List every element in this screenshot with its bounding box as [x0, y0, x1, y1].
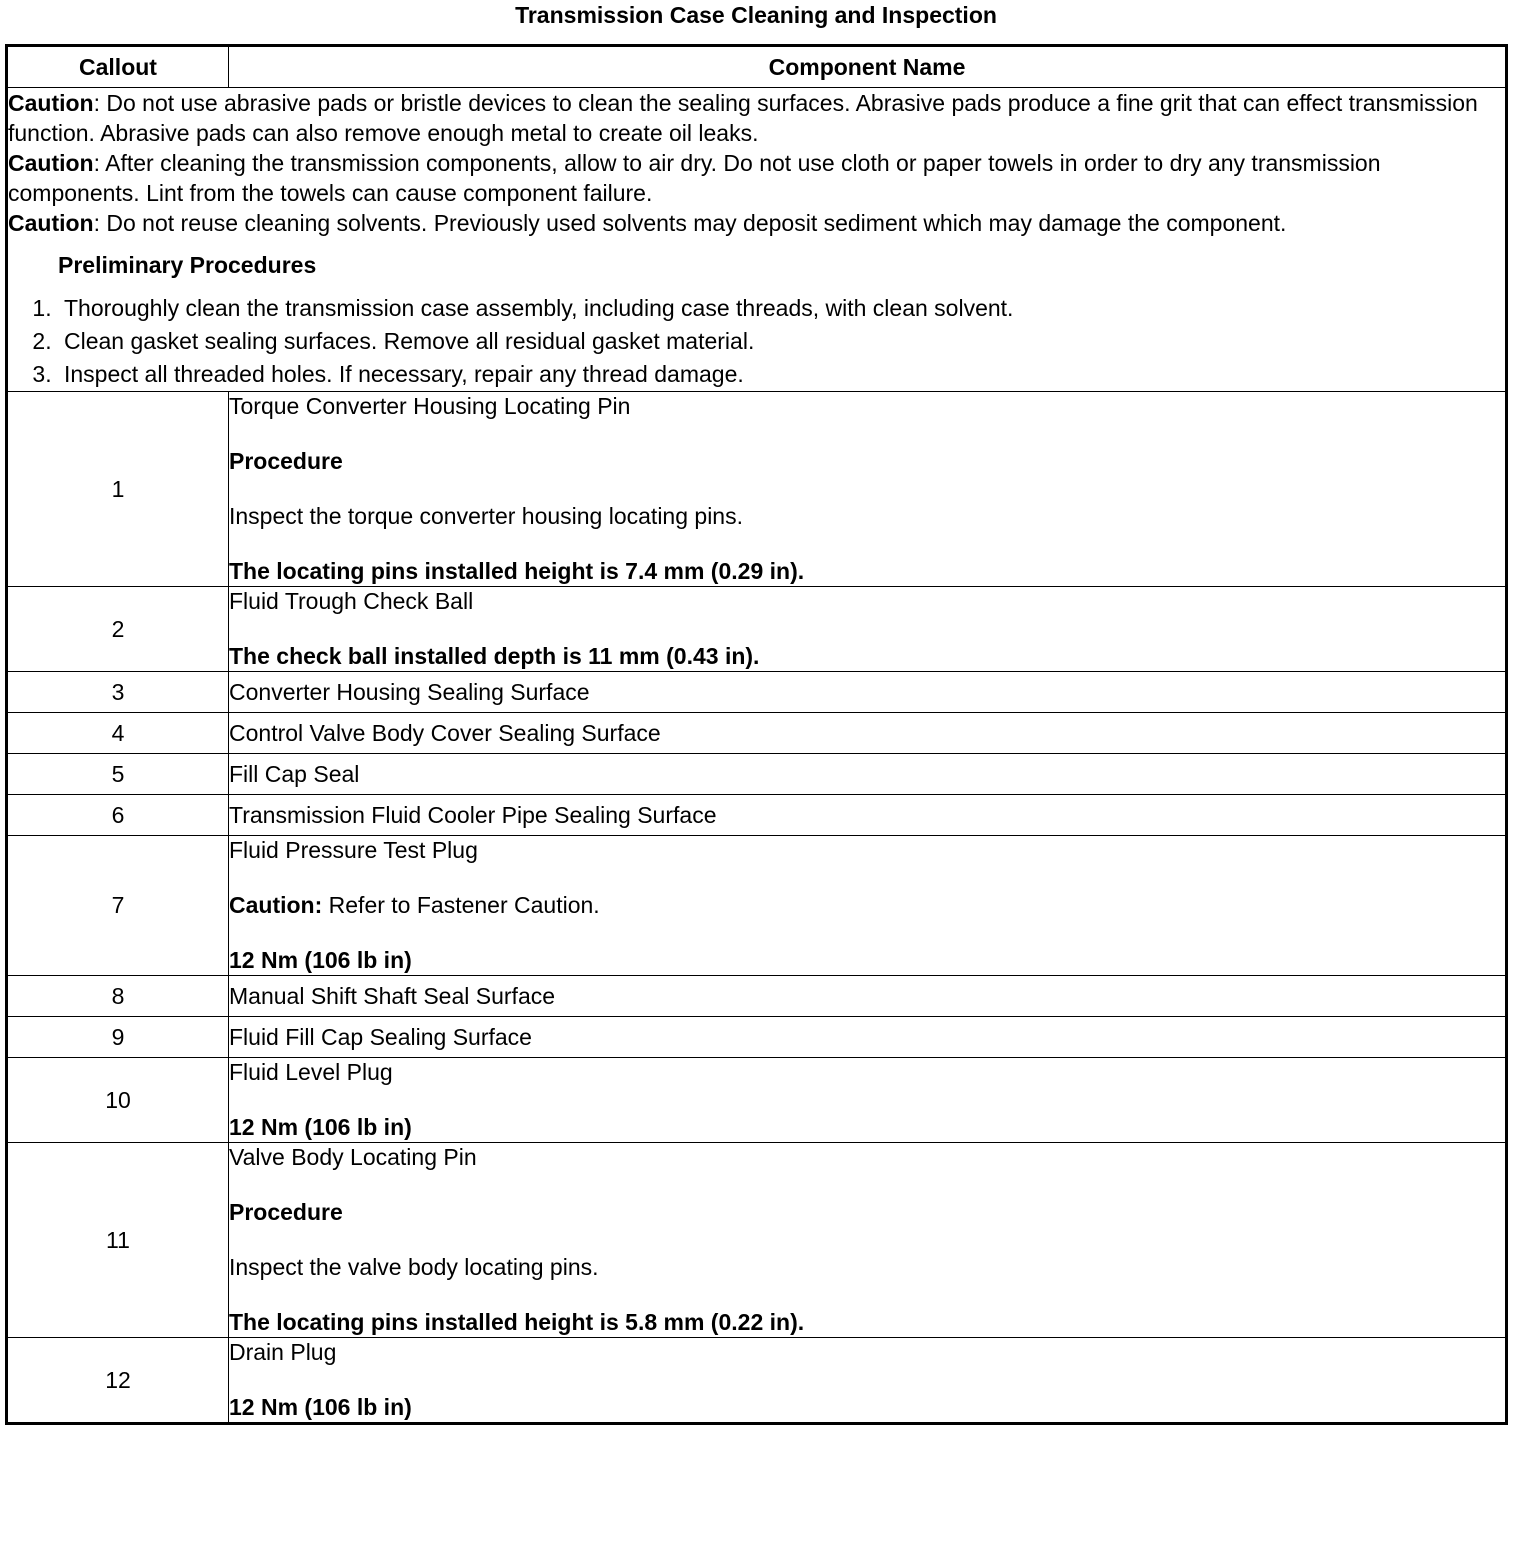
component-cell	[229, 1143, 1507, 1338]
callout-number: 11	[7, 1143, 229, 1338]
table-row	[7, 713, 1507, 754]
callout-number: 6	[7, 795, 229, 836]
spec-text: The locating pins installed height is 5.8 mm (0.22 in).	[229, 1309, 805, 1335]
callout-number: 10	[7, 1058, 229, 1143]
component-name: Fluid Fill Cap Sealing Surface	[229, 1017, 1507, 1058]
component-name: Manual Shift Shaft Seal Surface	[229, 976, 1507, 1017]
component-cell	[229, 836, 1507, 976]
component-name: Converter Housing Sealing Surface	[229, 672, 1507, 713]
callout-number: 1	[7, 392, 229, 587]
procedure-label: Procedure	[229, 448, 343, 474]
document-title: Transmission Case Cleaning and Inspection	[515, 2, 997, 28]
spec-text: The locating pins installed height is 7.4 mm (0.29 in).	[229, 558, 805, 584]
component-name: Torque Converter Housing Locating Pin	[229, 393, 631, 419]
procedure-label: Procedure	[229, 1199, 343, 1225]
caution-text: Refer to Fastener Caution.	[322, 892, 600, 918]
component-name: Transmission Fluid Cooler Pipe Sealing Surface	[229, 795, 1507, 836]
callout-number: 5	[7, 754, 229, 795]
component-cell	[229, 587, 1507, 672]
callout-number: 8	[7, 976, 229, 1017]
caution-label: Caution:	[229, 892, 323, 918]
component-name: Valve Body Locating Pin	[229, 1144, 477, 1170]
procedure-text: Inspect the torque converter housing locating pins.	[229, 503, 743, 529]
caution-note	[8, 208, 1505, 238]
table-header-row	[7, 46, 1507, 88]
torque-spec: 12 Nm (106 lb in)	[229, 1114, 412, 1140]
component-cell	[229, 1338, 1507, 1424]
spec-text: The check ball installed depth is 11 mm (0.43 in).	[229, 643, 760, 669]
callout-number: 12	[7, 1338, 229, 1424]
caution-text: : Do not reuse cleaning solvents. Previously used solvents may deposit sediment which may damage the component.	[93, 210, 1287, 236]
list-item: 1. Thoroughly clean the transmission case assembly, including case threads, with clean solvent.	[58, 292, 1505, 325]
table-row	[7, 392, 1507, 587]
component-cell	[229, 1058, 1507, 1143]
callout-number: 9	[7, 1017, 229, 1058]
callout-header: Callout	[7, 46, 229, 88]
table-row	[7, 976, 1507, 1017]
table-row	[7, 836, 1507, 976]
component-name: Fluid Pressure Test Plug	[229, 837, 478, 863]
torque-spec: 12 Nm (106 lb in)	[229, 1394, 412, 1420]
callout-number: 2	[7, 587, 229, 672]
callout-number: 7	[7, 836, 229, 976]
caution-text: : After cleaning the transmission components, allow to air dry. Do not use cloth or paper towels in order to dry any transmission components. Lint from the towels can cause component failure.	[8, 150, 1381, 206]
component-name: Drain Plug	[229, 1339, 337, 1365]
table-row	[7, 1338, 1507, 1424]
caution-note	[229, 891, 1505, 920]
component-name: Fluid Trough Check Ball	[229, 588, 474, 614]
caution-label: Caution	[8, 150, 94, 176]
table-row	[7, 754, 1507, 795]
preliminary-steps-list	[8, 292, 1505, 391]
component-name: Control Valve Body Cover Sealing Surface	[229, 713, 1507, 754]
caution-note	[8, 148, 1505, 208]
table-row	[7, 1143, 1507, 1338]
component-name: Fluid Level Plug	[229, 1059, 393, 1085]
list-item: 3. Inspect all threaded holes. If necessary, repair any thread damage.	[58, 358, 1505, 391]
caution-text: : Do not use abrasive pads or bristle devices to clean the sealing surfaces. Abrasive pads produce a fine grit that can effect transmission function. Abrasive pads can also remove enough metal to create oil leaks.	[8, 90, 1478, 146]
component-cell	[229, 392, 1507, 587]
preliminary-procedures-heading: Preliminary Procedures	[58, 252, 317, 278]
table-row	[7, 587, 1507, 672]
notes-row	[7, 88, 1507, 392]
torque-spec: 12 Nm (106 lb in)	[229, 947, 412, 973]
table-row	[7, 795, 1507, 836]
table-row	[7, 1058, 1507, 1143]
notes-cell	[7, 88, 1507, 392]
list-item: 2. Clean gasket sealing surfaces. Remove all residual gasket material.	[58, 325, 1505, 358]
component-name: Fill Cap Seal	[229, 754, 1507, 795]
caution-note	[8, 88, 1505, 148]
table-row	[7, 1017, 1507, 1058]
callout-number: 4	[7, 713, 229, 754]
caution-label: Caution	[8, 90, 94, 116]
procedure-text: Inspect the valve body locating pins.	[229, 1254, 599, 1280]
callout-number: 3	[7, 672, 229, 713]
component-name-header: Component Name	[229, 46, 1507, 88]
table-row	[7, 672, 1507, 713]
caution-label: Caution	[8, 210, 94, 236]
component-table	[5, 44, 1508, 1425]
